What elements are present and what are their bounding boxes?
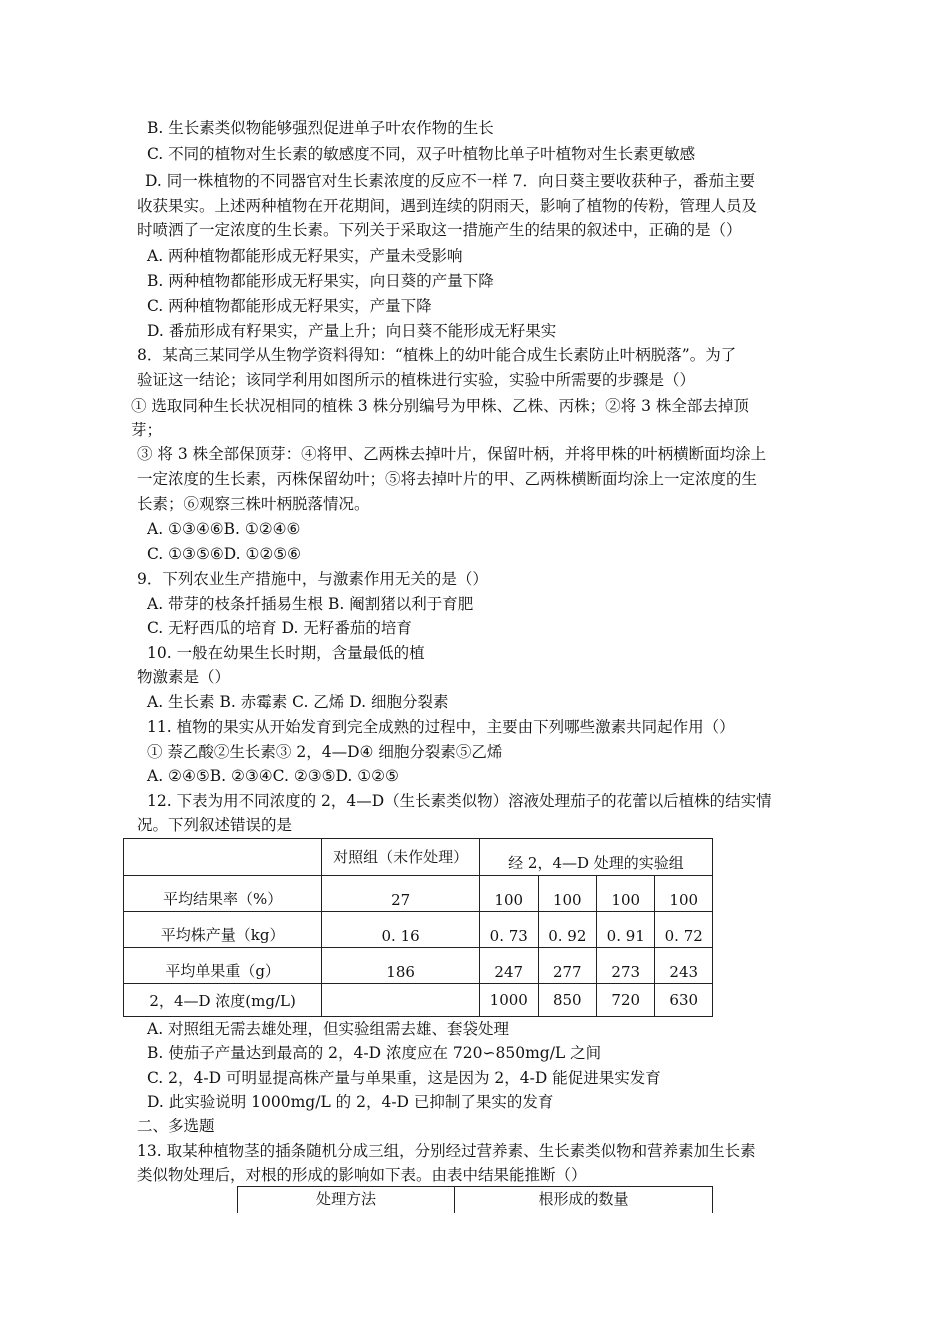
text-line: 验证这一结论；该同学利用如图所示的植株进行实验，实验中所需要的步骤是（） xyxy=(137,371,696,389)
value-cell: 720 xyxy=(597,984,655,1017)
table-row xyxy=(124,984,713,1017)
table-row xyxy=(124,912,713,948)
text-line: A. 生长素 B. 赤霉素 C. 乙烯 D. 细胞分裂素 xyxy=(147,693,449,711)
table-header-row xyxy=(238,1187,713,1214)
value-cell: 0. 91 xyxy=(597,912,655,948)
text-line: 类似物处理后，对根的形成的影响如下表。由表中结果能推断（） xyxy=(137,1166,587,1184)
text-line: 芽； xyxy=(131,421,163,439)
value-cell: 100 xyxy=(655,876,713,912)
column-header: 处理方法 xyxy=(238,1187,455,1214)
row-label: 平均株产量（kg） xyxy=(124,912,322,948)
text-line: 长素；⑥观察三株叶柄脱落情况。 xyxy=(137,495,370,513)
text-line: A. ①③④⑥B. ①②④⑥ xyxy=(147,520,301,538)
table-row xyxy=(124,948,713,984)
value-cell: 850 xyxy=(538,984,596,1017)
text-line: 况。下列叙述错误的是 xyxy=(137,816,293,834)
value-cell: 0. 72 xyxy=(655,912,713,948)
value-cell: 100 xyxy=(538,876,596,912)
text-line: C. 不同的植物对生长素的敏感度不同，双子叶植物比单子叶植物对生长素更敏感 xyxy=(147,145,696,163)
column-header: 根形成的数量 xyxy=(455,1187,713,1214)
control-value: 0. 16 xyxy=(322,912,480,948)
text-line: 8．某高三某同学从生物学资料得知：“植株上的幼叶能合成生长素防止叶柄脱落”。为了 xyxy=(137,346,737,364)
text-line: ③ 将 3 株全部保顶芽：④将甲、乙两株去掉叶片，保留叶柄，并将甲株的叶柄横断面均涂上 xyxy=(137,445,767,463)
control-value: 186 xyxy=(322,948,480,984)
text-line: A. 两种植物都能形成无籽果实，产量未受影响 xyxy=(147,247,463,265)
text-line: 13. 取某种植物茎的插条随机分成三组，分别经过营养素、生长素类似物和营养素加生长素 xyxy=(137,1142,756,1160)
text-line: A. ②④⑤B. ②③④C. ②③⑤D. ①②⑤ xyxy=(147,767,399,785)
text-line: D. 此实验说明 1000mg/L 的 2，4-D 已抑制了果实的发育 xyxy=(147,1093,554,1111)
experiment-group-header: 经 2，4—D 处理的实验组 xyxy=(479,839,712,876)
text-line: 11. 植物的果实从开始发育到完全成熟的过程中，主要由下列哪些激素共同起作用（） xyxy=(147,718,735,736)
text-line: 时喷洒了一定浓度的生长素。下列关于采取这一措施产生的结果的叙述中，正确的是（） xyxy=(137,221,742,239)
control-value: 27 xyxy=(322,876,480,912)
text-line: C. 两种植物都能形成无籽果实，产量下降 xyxy=(147,297,432,315)
value-cell: 0. 73 xyxy=(479,912,538,948)
text-line: B. 两种植物都能形成无籽果实，向日葵的产量下降 xyxy=(147,272,494,290)
control-value xyxy=(322,984,480,1017)
value-cell: 273 xyxy=(597,948,655,984)
value-cell: 630 xyxy=(655,984,713,1017)
value-cell: 277 xyxy=(538,948,596,984)
row-label: 平均结果率（%） xyxy=(124,876,322,912)
text-line: 9．下列农业生产措施中，与激素作用无关的是（） xyxy=(137,570,488,588)
value-cell: 100 xyxy=(597,876,655,912)
section-heading: 二、多选题 xyxy=(137,1117,215,1135)
text-line: C. 无籽西瓜的培育 D. 无籽番茄的培育 xyxy=(147,619,412,637)
text-line: C. ①③⑤⑥D. ①②⑤⑥ xyxy=(147,545,302,563)
text-line: C. 2，4-D 可明显提高株产量与单果重，这是因为 2，4-D 能促进果实发育 xyxy=(147,1069,661,1087)
row-label: 2，4—D 浓度(mg/L) xyxy=(124,984,322,1017)
text-line: 12. 下表为用不同浓度的 2，4—D（生长素类似物）溶液处理茄子的花蕾以后植株的结实情 xyxy=(147,792,772,810)
text-line: D. 同一株植物的不同器官对生长素浓度的反应不一样 7．向日葵主要收获种子，番茄主要 xyxy=(145,172,756,190)
text-line: D. 番茄形成有籽果实，产量上升；向日葵不能形成无籽果实 xyxy=(147,322,557,340)
value-cell: 100 xyxy=(479,876,538,912)
control-group-header: 对照组（未作处理） xyxy=(322,839,480,876)
text-line: A. 对照组无需去雄处理，但实验组需去雄、套袋处理 xyxy=(147,1020,510,1038)
text-line: 一定浓度的生长素，丙株保留幼叶；⑤将去掉叶片的甲、乙两株横断面均涂上一定浓度的生 xyxy=(137,470,758,488)
row-label: 平均单果重（g） xyxy=(124,948,322,984)
value-cell: 243 xyxy=(655,948,713,984)
text-line: B. 使茄子产量达到最高的 2，4-D 浓度应在 720∽850mg/L 之间 xyxy=(147,1044,602,1062)
value-cell: 0. 92 xyxy=(538,912,596,948)
text-line: ① 选取同种生长状况相同的植株 3 株分别编号为甲株、乙株、丙株；②将 3 株全部去掉顶 xyxy=(131,397,749,415)
table-corner-cell xyxy=(124,839,322,876)
rooting-table xyxy=(237,1186,713,1213)
text-line: 10. 一般在幼果生长时期，含量最低的植 xyxy=(147,644,425,662)
text-line: A. 带芽的枝条扦插易生根 B. 阉割猪以利于育肥 xyxy=(147,595,474,613)
text-line: B. 生长素类似物能够强烈促进单子叶农作物的生长 xyxy=(147,119,494,137)
value-cell: 1000 xyxy=(479,984,538,1017)
text-line: 物激素是（） xyxy=(137,668,231,686)
value-cell: 247 xyxy=(479,948,538,984)
text-line: ① 萘乙酸②生长素③ 2，4—D④ 细胞分裂素⑤乙烯 xyxy=(147,743,503,761)
text-line: 收获果实。上述两种植物在开花期间，遇到连续的阴雨天，影响了植物的传粉，管理人员及 xyxy=(137,197,758,215)
table-row xyxy=(124,876,713,912)
results-table xyxy=(123,838,713,1017)
